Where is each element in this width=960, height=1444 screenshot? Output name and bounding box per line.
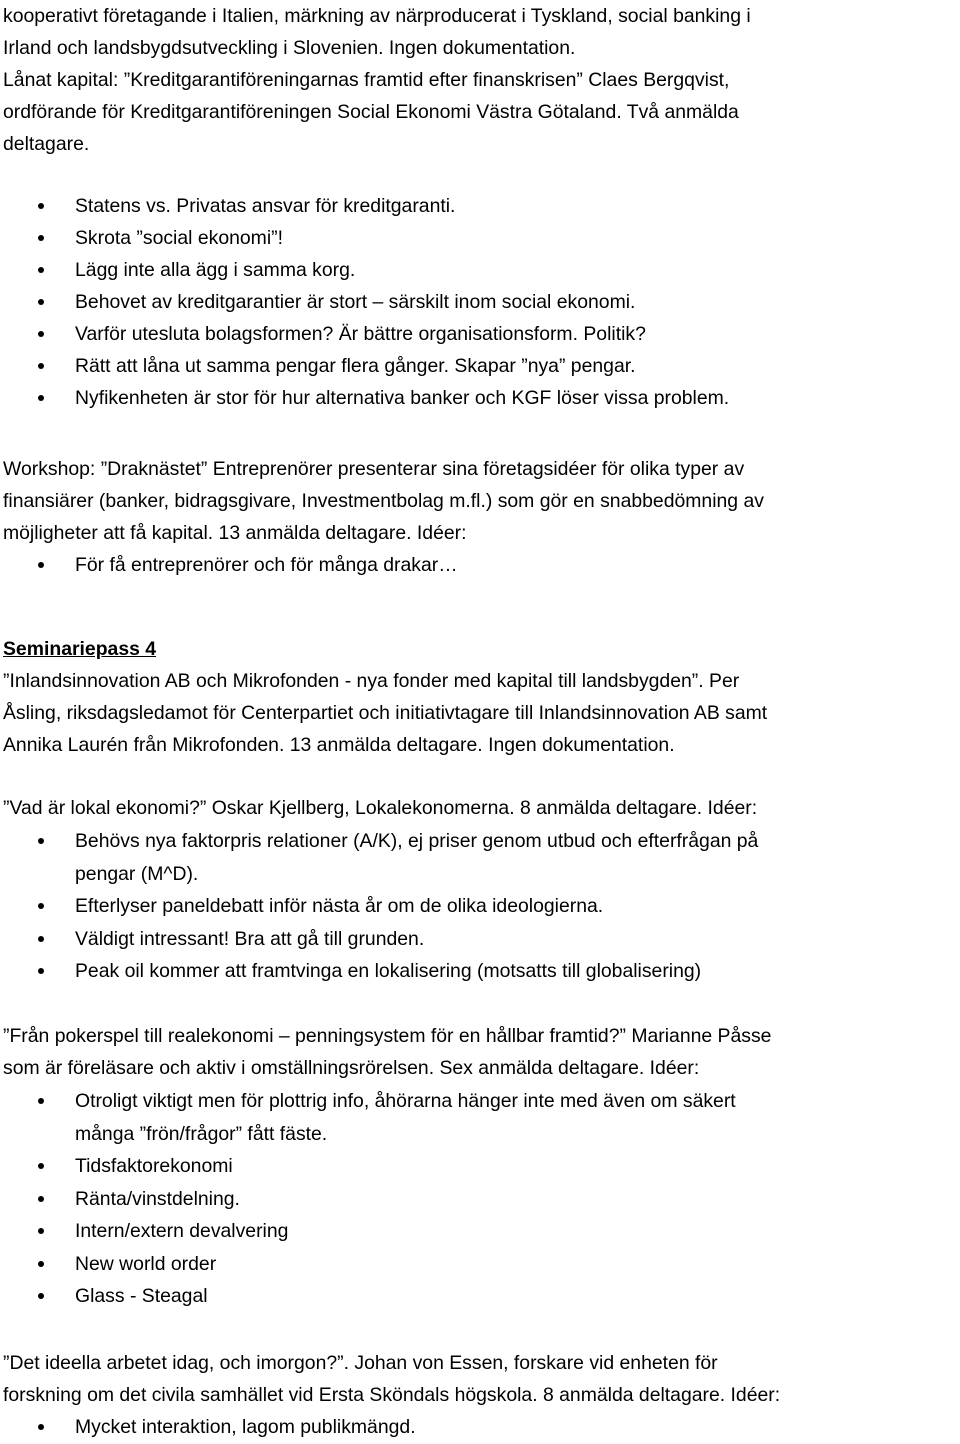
text-line: finansiärer (banker, bidragsgivare, Investmentbolag m.fl.) som gör en snabbedömning av [3,490,764,512]
list-item: Varför utesluta bolagsformen? Är bättre organisationsform. Politik? [3,318,958,350]
bullet-icon [38,203,44,209]
list-item: Väldigt intressant! Bra att gå till grunden. [3,923,958,956]
list-item: Skrota ”social ekonomi”! [3,222,958,254]
text-line: Lånat kapital: ”Kreditgarantiföreningarnas framtid efter finanskrisen” Claes Bergqvist, [3,69,730,91]
text-line: ordförande för Kreditgarantiföreningen Social Ekonomi Västra Götaland. Två anmälda [3,101,739,123]
ideella-bullets [3,1411,958,1443]
lokal-ekonomi-bullets [3,825,958,988]
workshop-bullets [3,549,958,581]
workshop-paragraph [3,453,958,549]
text-line: forskning om det civila samhället vid Ersta Sköndals högskola. 8 anmälda deltagare. Idéer: [3,1384,781,1406]
text-line: som är föreläsare och aktiv i omställningsrörelsen. Sex anmälda deltagare. Idéer: [3,1057,700,1079]
text-line: deltagare. [3,133,90,155]
pokerspel-paragraph [3,1020,958,1084]
lanat-kapital-paragraph [3,64,958,160]
bullet-list [3,1085,958,1313]
bullet-icon [38,838,44,844]
bullet-icon [38,1196,44,1202]
text-line: ”Vad är lokal ekonomi?” Oskar Kjellberg, Lokalekonomerna. 8 anmälda deltagare. Idéer: [3,797,758,819]
intro-paragraph [3,0,958,64]
bullet-list [3,549,958,581]
bullet-icon [38,936,44,942]
bullet-icon [38,1424,44,1430]
list-item: Lägg inte alla ägg i samma korg. [3,254,958,286]
text-line: Workshop: ”Draknästet” Entreprenörer presenterar sina företagsidéer för olika typer av [3,458,745,480]
text-line: Åsling, riksdagsledamot för Centerpartiet och initiativtagare till Inlandsinnovation AB samt [3,702,768,724]
bullet-list [3,825,958,988]
list-item: Behövs nya faktorpris relationer (A/K), ej priser genom utbud och efterfrågan på pengar (M^D). [3,825,958,890]
lokal-ekonomi-paragraph [3,792,958,824]
list-item: Nyfikenheten är stor för hur alternativa banker och KGF löser vissa problem. [3,382,958,414]
text-line: ”Inlandsinnovation AB och Mikrofonden - nya fonder med kapital till landsbygden”. Per [3,670,740,692]
list-item: Rätt att låna ut samma pengar flera gånger. Skapar ”nya” pengar. [3,350,958,382]
bullet-icon [38,1261,44,1267]
bullet-icon [38,903,44,909]
text-line: Irland och landsbygdsutveckling i Slovenien. Ingen dokumentation. [3,37,576,59]
list-item: Efterlyser paneldebatt inför nästa år om de olika ideologierna. [3,890,958,923]
list-item: Ränta/vinstdelning. [3,1183,958,1216]
list-item: New world order [3,1248,958,1281]
text-line: kooperativt företagande i Italien, märkning av närproducerat i Tyskland, social banking i [3,5,751,27]
bullet-icon [38,1098,44,1104]
bullet-icon [38,267,44,273]
list-item: Glass - Steagal [3,1280,958,1313]
bullet-icon [38,331,44,337]
bullet-icon [38,363,44,369]
bullet-icon [38,968,44,974]
bullet-icon [38,1228,44,1234]
text-line: möjligheter att få kapital. 13 anmälda deltagare. Idéer: [3,522,467,544]
list-item: Tidsfaktorekonomi [3,1150,958,1183]
bullet-list [3,1411,958,1443]
bullet-icon [38,1163,44,1169]
list-item: Statens vs. Privatas ansvar för kreditgaranti. [3,190,958,222]
text-line: ”Det ideella arbetet idag, och imorgon?”. Johan von Essen, forskare vid enheten för [3,1352,718,1374]
list-item: För få entreprenörer och för många drakar… [3,549,958,581]
text-line: Annika Laurén från Mikrofonden. 13 anmälda deltagare. Ingen dokumentation. [3,734,675,756]
bullet-list [3,190,958,414]
list-item: Otroligt viktigt men för plottrig info, åhörarna hänger inte med även om säkert många ”frön/frågor” fått fäste. [3,1085,958,1150]
list-item: Intern/extern devalvering [3,1215,958,1248]
bullet-icon [38,235,44,241]
list-item: Behovet av kreditgarantier är stort – särskilt inom social ekonomi. [3,286,958,318]
seminar-section [3,633,958,761]
ideella-paragraph [3,1347,958,1411]
section-heading: Seminariepass 4 [3,638,157,660]
lanat-kapital-bullets [3,190,958,414]
pokerspel-bullets [3,1085,958,1313]
list-item: Peak oil kommer att framtvinga en lokalisering (motsatts till globalisering) [3,955,958,988]
list-item: Mycket interaktion, lagom publikmängd. [3,1411,958,1443]
bullet-icon [38,1293,44,1299]
bullet-icon [38,562,44,568]
text-line: ”Från pokerspel till realekonomi – penningsystem för en hållbar framtid?” Marianne Påsse [3,1025,772,1047]
bullet-icon [38,299,44,305]
bullet-icon [38,395,44,401]
